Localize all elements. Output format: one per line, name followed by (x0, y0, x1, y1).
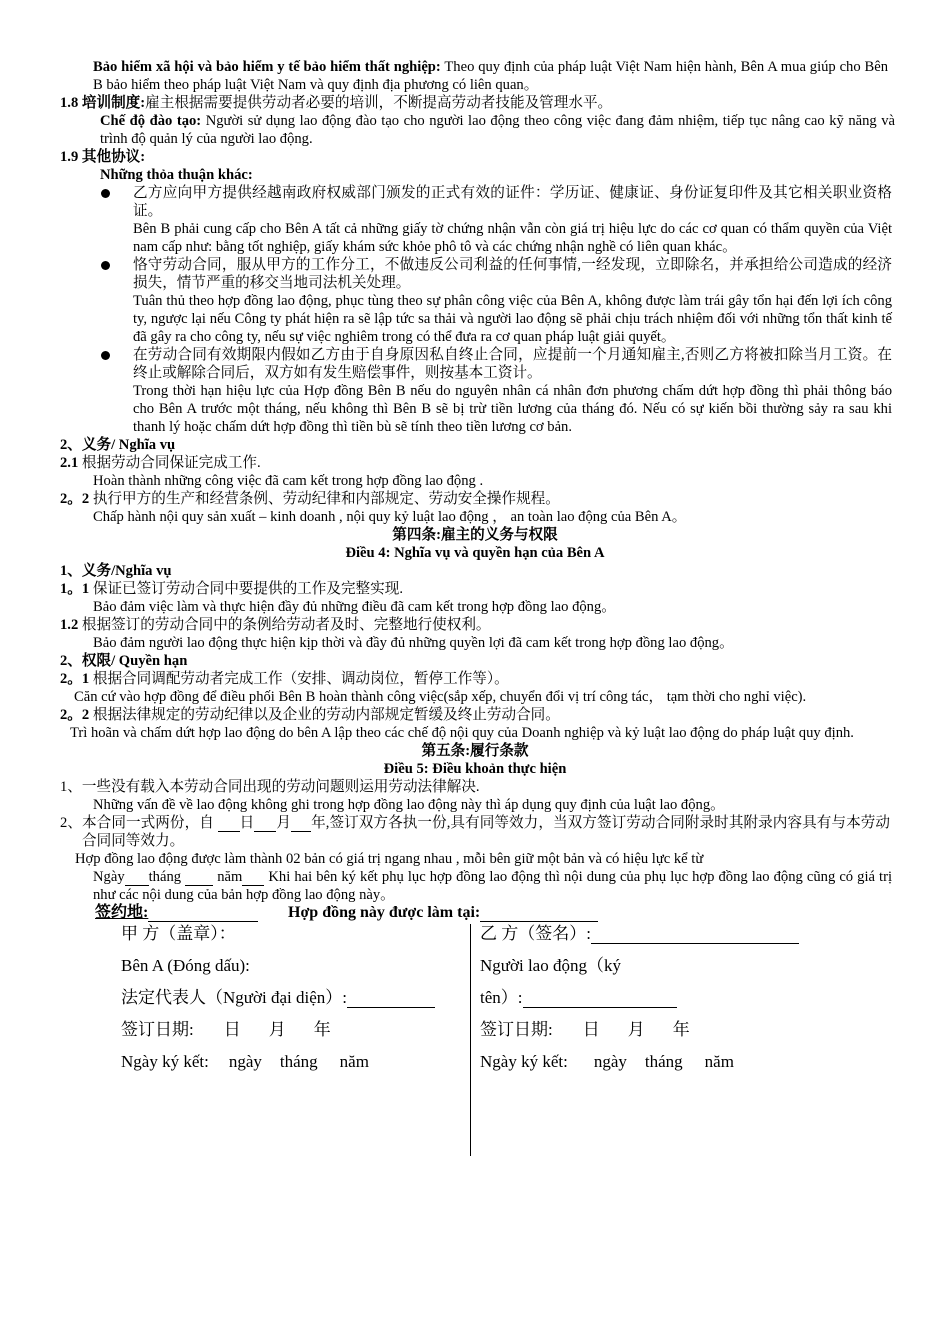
party-b-date-cn (480, 1020, 840, 1052)
signing-place-blank[interactable] (148, 905, 258, 922)
party-a-representative-label: 法定代表人（Người đại diện）: (121, 988, 347, 1007)
article-4-rights-heading: 2、权限/ Quyền hạn (60, 653, 188, 669)
article-5-clause-2-vi-text: Khi hai bên ký kết phụ lục hợp đồng lao động thì nội dung của phụ lục hợp đồng lao động cũng có giá trị như các nội dung của bản hợp đồng lao động này。 (93, 869, 893, 903)
article-4-duty-2-num: 1.2 (60, 617, 79, 633)
party-a-representative-blank[interactable] (347, 990, 435, 1008)
party-a-date-vi-year: năm (339, 1052, 369, 1071)
party-a-date-cn-label: 签订日期: (121, 1020, 194, 1039)
signature-divider (470, 924, 471, 1156)
bullet-2-cn: 恪守劳动合同，服从甲方的工作分工，不做违反公司利益的任何事情,一经发现，立即除名，并承担给公司造成的经济损失，情节严重的移交当地司法机关处理。 (133, 257, 892, 291)
signing-place-cn: 签约地: (95, 904, 149, 921)
article-4-right-2-vi: Trì hoãn và chấm dứt hợp lao động do bên A lập theo các chế độ nội quy của Doanh nghiệp và kỷ luật lao động do pháp luật quy định. (70, 725, 854, 741)
article-5-clause-2-b: 年,签订双方各执一份,具有同等效力，当双方签订劳动合同附录时其附录内容具有与本劳动合同同等效力。 (82, 815, 890, 849)
party-b-column (480, 924, 840, 1084)
article-5-clause-2-a: 2、本合同一式两份，自 (60, 815, 218, 831)
signature-table (0, 924, 950, 1156)
article-5-clause-1-vi: Những vấn đề về lao động không ghi trong hợp đồng lao động này thì áp dụng quy định của luật lao động。 (93, 797, 725, 813)
article-4-right-1 (0, 670, 950, 688)
article-4-title-vi: Điều 4: Nghĩa vụ và quyền hạn của Bên A (345, 545, 605, 561)
vi-year-blank[interactable] (242, 868, 264, 886)
article-4-duty-1 (0, 580, 950, 598)
signing-place-vi-wrap (288, 904, 598, 922)
article-4-duty-2-vi: Bảo đảm người lao động thực hiện kịp thời và đầy đủ những quyền lợi đã cam kết trong hợp đồng lao động。 (93, 635, 734, 651)
article-5-clause-2-vi-2 (0, 868, 950, 904)
duty-2-1-vi: Hoàn thành những công việc đã cam kết trong hợp đồng lao động . (93, 473, 484, 489)
insurance-lead: Bảo hiểm xã hội và bảo hiểm y tế bảo hiểm thất nghiệp: (93, 59, 441, 75)
party-b-sign (480, 924, 840, 956)
party-a-date-cn (121, 1020, 466, 1052)
article-4-duty-2-cn: 根据签订的劳动合同中的条例给劳动者及时、完整地行使权利。 (78, 617, 491, 633)
list-item (0, 346, 950, 436)
day-blank[interactable] (218, 814, 240, 832)
party-b-name-blank[interactable] (523, 990, 677, 1008)
list-item (0, 256, 950, 346)
training-lead: Chế độ đào tạo: (100, 113, 202, 129)
bullet-3-vi: Trong thời hạn hiệu lực của Hợp đồng Bên B nếu do nguyên nhân cá nhân đơn phương chấm dứt hợp đồng thì phải thông báo cho Bên A trước một tháng, nếu không thì Bên B sẽ bị trừ tiền lương của tháng đó. Nếu có sự kiến bồi thường sảy ra sau khi thanh lý hoặc chấm dứt hợp đồng thì tiền bù sẽ tính theo tiền lương cơ bản. (133, 383, 892, 435)
training-paragraph (0, 112, 950, 148)
year-blank[interactable] (291, 814, 311, 832)
list-item (0, 184, 950, 256)
article-4-right-2 (0, 706, 950, 724)
article-4-duty-heading: 1、义务/Nghĩa vụ (60, 563, 172, 579)
signing-place-vi-blank[interactable] (480, 905, 598, 922)
party-a-date-vi-month: tháng (279, 1052, 318, 1071)
bullet-icon (101, 351, 110, 360)
party-b-date-cn-label: 签订日期: (480, 1020, 553, 1039)
party-a-date-cn-year: 年 (313, 1020, 331, 1039)
section-1-8-heading (0, 94, 950, 112)
party-a-column (121, 924, 466, 1084)
duty-heading: 2、义务/ Nghĩa vụ (60, 437, 176, 453)
bullet-1-cn: 乙方应向甲方提供经越南政府权威部门颁发的正式有效的证件：学历证、健康证、身份证复印件及其它相关职业资格证。 (133, 185, 892, 219)
article-4-right-2-num: 2。2 (60, 707, 90, 723)
signing-place (0, 904, 950, 924)
article-5-title-cn: 第五条:履行条款 (421, 743, 529, 759)
insurance-paragraph (0, 58, 950, 94)
article-5-clause-2-day: 日 (239, 815, 255, 831)
bullet-icon (101, 189, 110, 198)
article-4-duty-2 (0, 616, 950, 634)
article-5-clause-1: 1、一些没有载入本劳动合同出现的劳动问题则运用劳动法律解决. (60, 779, 480, 795)
article-4-duty-1-num: 1。1 (60, 581, 90, 597)
party-a-stamp-vi: Bên A (Đóng dấu): (121, 956, 250, 975)
party-b-sign-blank[interactable] (591, 926, 799, 944)
duty-2-1-cn: 根据劳动合同保证完成工作. (78, 455, 261, 471)
insurance-text: Theo quy định của pháp luật Việt Nam hiện hành, Bên A mua giúp cho Bên B bảo hiểm theo pháp luật Việt Nam và quy định địa phương có liên quan。 (93, 59, 888, 93)
article-5-clause-2-month: 月 (276, 815, 292, 831)
vi-year-label: năm (213, 869, 243, 885)
party-b-name-label: tên）: (480, 988, 523, 1007)
duty-2-2-num: 2。2 (60, 491, 90, 507)
party-b-worker: Người lao động（ký (480, 956, 621, 975)
signing-place-vi: Hợp đồng này được làm tại: (288, 904, 481, 921)
party-a-date-vi-label: Ngày ký kết: (121, 1052, 209, 1071)
article-4-right-1-cn: 根据合同调配劳动者完成工作（安排、调动岗位，暂停工作等）。 (89, 671, 509, 687)
party-a-date-cn-day: 日 (223, 1020, 241, 1039)
article-5-title-vi: Điều 5: Điều khoản thực hiện (383, 761, 567, 777)
article-4-right-1-num: 2。1 (60, 671, 90, 687)
training-text: Người sử dụng lao động đào tạo cho người lao động theo công việc đang đảm nhiệm, tiếp tục nâng cao kỹ năng và trình độ quản lý của người lao động. (100, 113, 896, 147)
article-4-right-2-cn: 根据法律规定的劳动纪律以及企业的劳动内部规定暂缓及终止劳动合同。 (89, 707, 560, 723)
party-b-date-vi-year: năm (704, 1052, 734, 1071)
party-b-name (480, 988, 840, 1020)
contract-page (0, 58, 950, 1156)
bullet-3-cn: 在劳动合同有效期限内假如乙方由于自身原因私自终止合同，应提前一个月通知雇主,否则乙方将被扣除当月工资。在终止或解除合同后，双方如有发生赔偿事件，则按基本工资计。 (133, 347, 892, 381)
party-a-date-vi-day: ngày (228, 1052, 262, 1071)
duty-2-1-num: 2.1 (60, 455, 79, 471)
party-b-date-cn-year: 年 (672, 1020, 690, 1039)
other-agreements-heading: Những thỏa thuận khác: (100, 167, 253, 183)
section-1-8-head: 1.8 培训制度: (60, 95, 146, 111)
duty-2-2-vi: Chấp hành nội quy sản xuất – kinh doanh , nội quy kỷ luật lao động ， an toàn lao động của Bên A。 (93, 509, 687, 525)
party-b-date-cn-day: 日 (582, 1020, 600, 1039)
party-a-representative (121, 988, 466, 1020)
party-b-sign-label: 乙 方（签名）: (480, 924, 591, 943)
month-blank[interactable] (254, 814, 276, 832)
party-a-stamp: 甲 方（盖章）： (121, 924, 236, 943)
vi-month-blank[interactable] (185, 868, 213, 886)
article-4-duty-1-cn: 保证已签订劳动合同中要提供的工作及完整实现. (89, 581, 403, 597)
bullet-2-vi: Tuân thủ theo hợp đồng lao động, phục tùng theo sự phân công việc của Bên A, không được làm trái gây tổn hại đến lợi ích công ty, ngược lại nếu Công ty phát hiện ra sẽ lập tức sa thải và người lao động sẽ phải chịu trách nhiệm đối với những tổn thất kinh tế đã gây ra cho công ty, nếu sự việc nghiêm trong có thể đưa ra cơ quan pháp luật giải quyết。 (133, 293, 892, 345)
duty-2-2 (0, 490, 950, 508)
vi-day-label: Ngày (93, 869, 125, 885)
party-b-date-vi-month: tháng (644, 1052, 683, 1071)
vi-month-label: tháng (148, 869, 186, 885)
party-b-date-vi-label: Ngày ký kết: (480, 1052, 568, 1071)
duty-2-2-cn: 执行甲方的生产和经营条例、劳动纪律和内部规定、劳动安全操作规程。 (89, 491, 560, 507)
article-5-clause-2-vi-1: Hợp đồng lao động được làm thành 02 bản có giá trị ngang nhau , mỗi bên giữ một bản và có hiệu lực kể từ (75, 851, 704, 867)
article-4-duty-1-vi: Bảo đảm việc làm và thực hiện đầy đủ những điều đã cam kết trong hợp đồng lao động。 (93, 599, 616, 615)
article-4-title-cn: 第四条:雇主的义务与权限 (392, 527, 558, 543)
party-b-date-vi-day: ngày (593, 1052, 627, 1071)
party-a-date-cn-month: 月 (268, 1020, 286, 1039)
section-1-8-cn: 雇主根据需要提供劳动者必要的培训，不断提高劳动者技能及管理水平。 (145, 95, 613, 111)
article-4-right-1-vi: Căn cứ vào hợp đồng để điều phối Bên B hoàn thành công việc(sắp xếp, chuyển đổi vị trí công tác， tạm thời cho nghỉ việc). (74, 689, 807, 705)
section-1-9-heading: 1.9 其他协议: (60, 149, 146, 165)
vi-day-blank[interactable] (125, 868, 149, 886)
bullet-icon (101, 261, 110, 270)
party-b-date-cn-month: 月 (627, 1020, 645, 1039)
duty-2-1 (0, 454, 950, 472)
article-5-clause-2 (0, 814, 950, 850)
bullet-1-vi: Bên B phải cung cấp cho Bên A tất cả những giấy tờ chứng nhận vẫn còn giá trị hiệu lực do các cơ quan có thẩm quyền của Việt nam cấp như: bằng tốt nghiệp, giấy khám sức khỏe phô tô và các chứng nhận nghề có liên quan khác。 (133, 221, 892, 255)
party-b-date-vi (480, 1052, 840, 1084)
party-a-date-vi (121, 1052, 466, 1084)
